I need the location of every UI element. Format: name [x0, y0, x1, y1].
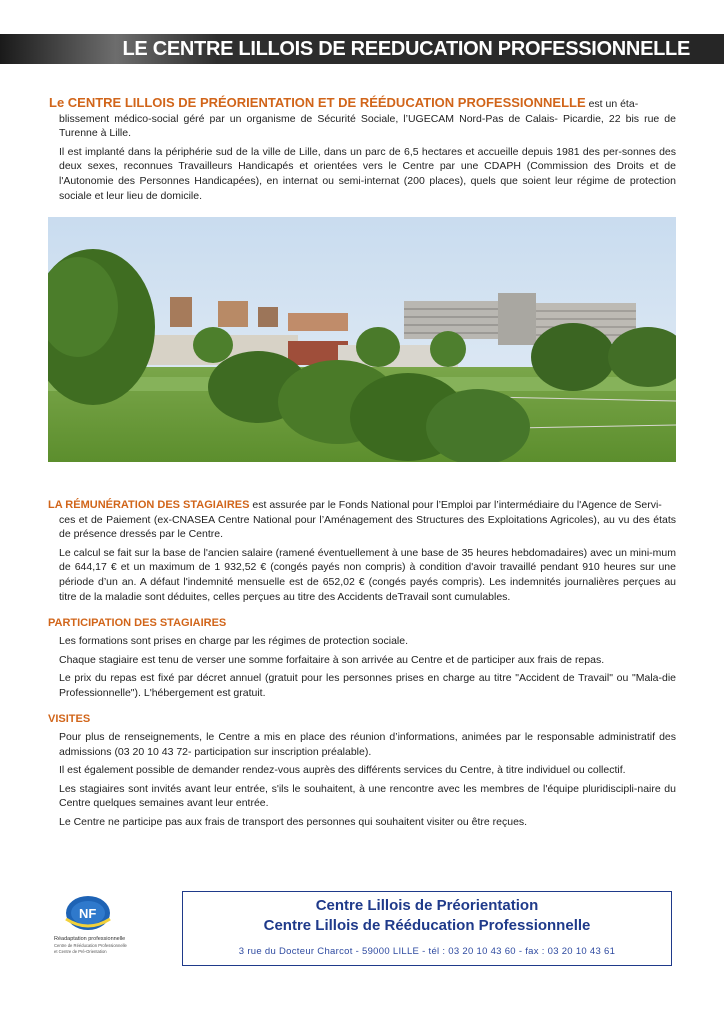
svg-text:Centre de Rééducation Professi: Centre de Rééducation Professionnelle — [54, 943, 127, 948]
footer-centre-name-2: Centre Lillois de Rééducation Professionnelle — [263, 917, 591, 934]
nf-certification-logo — [48, 893, 128, 965]
svg-text:NF: NF — [79, 906, 97, 921]
visites-p1: Pour plus de renseignements, le Centre a mis en place des réunion d’informations, animées par le responsable administratif des admissions (03 20 10 43 72- participation sur inscription préalable). — [59, 731, 676, 758]
visites-title: VISITES — [48, 713, 91, 725]
intro-paragraph: Il est implanté dans la périphérie sud de la ville de Lille, dans un parc de 6,5 hectares et accueille depuis 1981 des per-sonnes des deux sexes, reconnues Travailleurs Handicapés et orientées vers le Centre par une CDAPH (Commission des Droits et de l'Autonomie des Personnes Handicapées), en internat ou semi-internat (200 places), quels que soient leur régime de protection sociale et leur lieu de domicile. — [59, 145, 676, 202]
intro-lead-rest: est un éta- — [585, 98, 639, 110]
svg-text:et Centre de Pré-Orientation: et Centre de Pré-Orientation — [54, 949, 107, 954]
footer-centre-name-1: Centre Lillois de Préorientation — [315, 897, 539, 914]
remuneration-section — [48, 498, 676, 604]
intro-section — [48, 96, 676, 203]
intro-text: blissement médico-social géré par un organisme de Sécurité Sociale, l’UGECAM Nord-Pas de Calais- Picardie, 22 bis rue de Turenne à Lille. — [59, 112, 676, 140]
participation-title: PARTICIPATION DES STAGIAIRES — [48, 617, 227, 629]
remuneration-paragraph: Le calcul se fait sur la base de l'ancien salaire (ramené éventuellement à une base de 35 heures hebdomadaires) avec un mini-mum de 644,17 € et un maximum de 1 932,52 € (congés payés non compris) à condition d'avoir travaillé pendant 910 heures sur une période d’un an. A défaut l'indemnité mensuelle est de 652,02 € (congés payés compris). Les indemnités journalières perçues au titre de la maladie sont déduites, celles perçues au titre des Accidents deTravail sont cumulables. — [59, 546, 676, 603]
visites-section — [48, 712, 676, 830]
visites-p4: Le Centre ne participe pas aux frais de transport des personnes qui souhaitent visiter ou être reçues. — [59, 815, 528, 828]
page-title: LE CENTRE LILLOIS DE REEDUCATION PROFESSIONNELLE — [122, 38, 690, 60]
visites-p2: Il est également possible de demander rendez-vous auprès des différents services du Centre, à titre individuel ou collectif. — [59, 764, 626, 777]
participation-section — [48, 616, 676, 700]
remuneration-text: ces et de Paiement (ex-CNASEA Centre National pour l’Aménagement des Structures des Exploitations Agricoles), au vu des états de présence dressés par le Centre. — [59, 513, 676, 541]
intro-lead: Le CENTRE LILLOIS DE PRÉORIENTATION ET DE RÉÉDUCATION PROFESSIONNELLE — [49, 95, 586, 110]
participation-p1: Les formations sont prises en charge par les régimes de protection sociale. — [59, 635, 409, 647]
svg-text:Réadaptation professionnelle: Réadaptation professionnelle — [54, 936, 126, 942]
participation-p3: Le prix du repas est fixé par décret annuel (gratuit pour les personnes prises en charge au titre "Accident de Travail" ou "Mala-die Professionnelle"). L'hébergement est gratuit. — [59, 672, 676, 699]
participation-p2: Chaque stagiaire est tenu de verser une somme forfaitaire à son arrivée au Centre et de participer aux frais de repas. — [59, 653, 605, 666]
footer-contact-box — [182, 891, 672, 966]
footer-address: 3 rue du Docteur Charcot - 59000 LILLE - tél : 03 20 10 43 60 - fax : 03 20 10 43 61 — [238, 946, 616, 957]
centre-photo — [48, 217, 676, 462]
remuneration-lead-rest: est assurée par le Fonds National pour l’Emploi par l’intermédiaire du l'Agence de Servi- — [249, 499, 662, 511]
remuneration-title: LA RÉMUNÉRATION DES STAGIAIRES — [48, 499, 250, 511]
visites-p3: Les stagiaires sont invités avant leur entrée, s'ils le souhaitent, à une rencontre avec les membres de l'équipe pluridiscipli-naire du Centre quelques semaines avant leur entrée. — [59, 782, 676, 810]
